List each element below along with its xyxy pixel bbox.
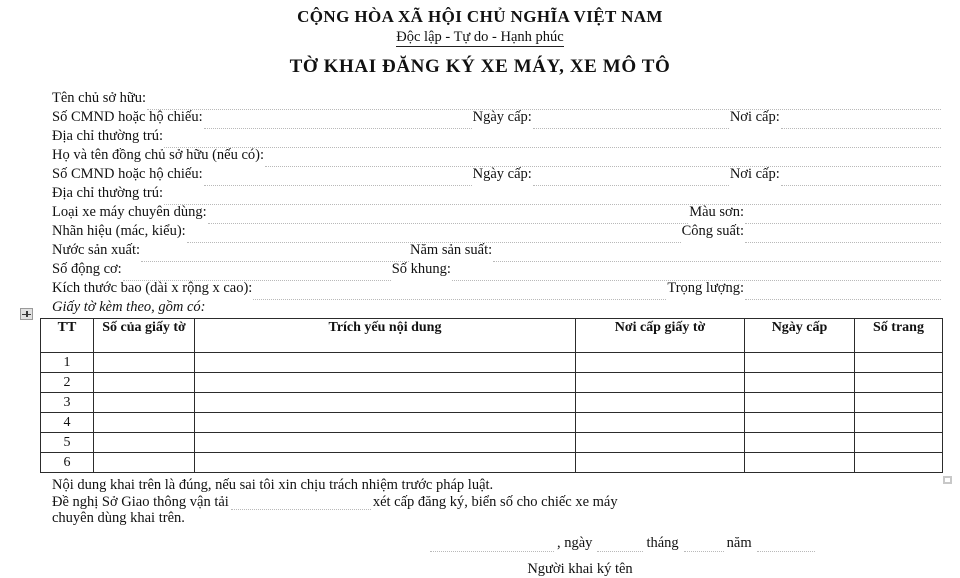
input-power[interactable] xyxy=(745,233,941,243)
cell-so-giay-to[interactable] xyxy=(94,453,195,473)
label-owner-id-place: Nơi cấp: xyxy=(729,109,780,126)
input-owner-id[interactable] xyxy=(204,119,472,129)
cell-noi-cap[interactable] xyxy=(576,433,745,453)
label-co-owner-id-date: Ngày cấp: xyxy=(472,166,532,183)
label-power: Công suất: xyxy=(681,223,744,240)
attachments-caption: Giấy tờ kèm theo, gồm có: xyxy=(52,299,206,316)
field-row-co-owner-address xyxy=(52,186,942,205)
table-header-row xyxy=(41,319,943,353)
form-fields xyxy=(0,91,960,300)
table-row xyxy=(41,433,943,453)
cell-ngay-cap[interactable] xyxy=(745,393,855,413)
field-row-co-owner-id xyxy=(52,167,942,186)
document-header xyxy=(0,0,960,78)
column-header-tt: TT xyxy=(41,319,94,353)
national-motto xyxy=(0,28,960,47)
input-co-owner-id-place[interactable] xyxy=(781,176,941,186)
input-weight[interactable] xyxy=(745,290,941,300)
cell-noi-cap[interactable] xyxy=(576,413,745,433)
table-row xyxy=(41,353,943,373)
cell-ngay-cap[interactable] xyxy=(745,353,855,373)
field-row-owner-address xyxy=(52,129,942,148)
cell-so-giay-to[interactable] xyxy=(94,353,195,373)
column-header-ngay-cap: Ngày cấp xyxy=(745,319,855,353)
table-resize-handle-icon[interactable] xyxy=(943,476,952,484)
cell-noi-cap[interactable] xyxy=(576,393,745,413)
table-row xyxy=(41,393,943,413)
input-owner-id-date[interactable] xyxy=(533,119,729,129)
cell-ngay-cap[interactable] xyxy=(745,413,855,433)
label-brand: Nhãn hiệu (mác, kiểu): xyxy=(52,223,186,240)
document-footer xyxy=(0,477,960,527)
signature-block xyxy=(0,535,960,578)
column-header-noi-cap: Nơi cấp giấy tờ xyxy=(576,319,745,353)
column-header-so-giay-to: Số của giấy tờ xyxy=(94,319,195,353)
label-co-owner-id: Số CMND hoặc hộ chiếu: xyxy=(52,166,203,183)
input-owner-address[interactable] xyxy=(164,138,941,148)
cell-so-giay-to[interactable] xyxy=(94,413,195,433)
label-owner-name: Tên chủ sở hữu: xyxy=(52,90,147,107)
label-date-year: năm xyxy=(726,534,752,551)
signer-role-label: Người khai ký tên xyxy=(527,560,633,577)
input-co-owner-name[interactable] xyxy=(265,157,941,167)
cell-trich-yeu[interactable] xyxy=(195,433,576,453)
cell-tt: 4 xyxy=(41,413,94,433)
attachments-table xyxy=(40,318,943,473)
label-co-owner-name: Họ và tên đồng chủ sở hữu (nếu có): xyxy=(52,147,265,164)
signature-date-line xyxy=(430,535,960,552)
request-suffix: xét cấp đăng ký, biển số cho chiếc xe máy xyxy=(372,493,618,510)
label-co-owner-address: Địa chỉ thường trú: xyxy=(52,185,163,202)
label-chassis-no: Số khung: xyxy=(391,261,451,278)
field-row-brand xyxy=(52,224,942,243)
field-row-vehicle-type xyxy=(52,205,942,224)
label-country: Nước sản xuất: xyxy=(52,242,141,259)
cell-so-trang[interactable] xyxy=(855,453,943,473)
column-header-so-trang: Số trang xyxy=(855,319,943,353)
cell-so-giay-to[interactable] xyxy=(94,433,195,453)
cell-so-trang[interactable] xyxy=(855,353,943,373)
cell-ngay-cap[interactable] xyxy=(745,433,855,453)
label-paint-color: Màu sơn: xyxy=(689,204,744,221)
attachments-table-wrapper xyxy=(0,318,960,473)
label-weight: Trọng lượng: xyxy=(667,280,744,297)
cell-tt: 3 xyxy=(41,393,94,413)
label-year: Năm sản suất: xyxy=(410,242,493,259)
label-dimensions: Kích thước bao (dài x rộng x cao): xyxy=(52,280,253,297)
request-prefix: Đề nghị Sở Giao thông vận tải xyxy=(52,493,229,510)
cell-tt: 5 xyxy=(41,433,94,453)
field-row-dimensions xyxy=(52,281,942,300)
cell-noi-cap[interactable] xyxy=(576,353,745,373)
cell-so-trang[interactable] xyxy=(855,373,943,393)
input-co-owner-id[interactable] xyxy=(204,176,472,186)
input-dimensions[interactable] xyxy=(253,290,666,300)
label-owner-id-date: Ngày cấp: xyxy=(472,109,532,126)
input-sign-year[interactable] xyxy=(757,542,815,552)
cell-trich-yeu[interactable] xyxy=(195,413,576,433)
column-header-trich-yeu: Trích yếu nội dung xyxy=(195,319,576,353)
cell-tt: 1 xyxy=(41,353,94,373)
document-title: TỜ KHAI ĐĂNG KÝ XE MÁY, XE MÔ TÔ xyxy=(289,56,671,78)
input-co-owner-address[interactable] xyxy=(164,195,941,205)
cell-so-giay-to[interactable] xyxy=(94,373,195,393)
table-row xyxy=(41,373,943,393)
cell-trich-yeu[interactable] xyxy=(195,393,576,413)
cell-ngay-cap[interactable] xyxy=(745,453,855,473)
input-owner-id-place[interactable] xyxy=(781,119,941,129)
input-co-owner-id-date[interactable] xyxy=(533,176,729,186)
input-owner-name[interactable] xyxy=(147,100,941,110)
cell-so-trang[interactable] xyxy=(855,413,943,433)
table-row xyxy=(41,413,943,433)
input-sign-day[interactable] xyxy=(597,542,643,552)
cell-noi-cap[interactable] xyxy=(576,453,745,473)
request-line xyxy=(52,494,938,511)
field-row-engine-no xyxy=(52,262,942,281)
cell-trich-yeu[interactable] xyxy=(195,353,576,373)
request-tail: chuyên dùng khai trên. xyxy=(52,510,185,527)
table-move-handle-icon[interactable] xyxy=(20,308,33,320)
cell-tt: 2 xyxy=(41,373,94,393)
declaration-text: Nội dung khai trên là đúng, nếu sai tôi xin chịu trách nhiệm trước pháp luật. xyxy=(52,477,494,494)
cell-ngay-cap[interactable] xyxy=(745,373,855,393)
label-owner-address: Địa chỉ thường trú: xyxy=(52,128,163,145)
national-motto-text: Độc lập - Tự do - Hạnh phúc xyxy=(396,29,564,46)
cell-tt: 6 xyxy=(41,453,94,473)
cell-trich-yeu[interactable] xyxy=(195,373,576,393)
label-vehicle-type: Loại xe máy chuyên dùng: xyxy=(52,204,207,221)
label-date-month: tháng xyxy=(646,534,679,551)
nation-title: CỘNG HÒA XÃ HỘI CHỦ NGHĨA VIỆT NAM xyxy=(297,7,663,26)
input-sign-place[interactable] xyxy=(430,542,554,552)
field-row-country xyxy=(52,243,942,262)
input-sign-month[interactable] xyxy=(684,542,724,552)
input-vehicle-type[interactable] xyxy=(208,214,689,224)
field-row-co-owner-name xyxy=(52,148,942,167)
cell-so-trang[interactable] xyxy=(855,393,943,413)
label-owner-id: Số CMND hoặc hộ chiếu: xyxy=(52,109,203,126)
cell-noi-cap[interactable] xyxy=(576,373,745,393)
field-row-owner-name xyxy=(52,91,942,110)
table-row xyxy=(41,453,943,473)
label-engine-no: Số động cơ: xyxy=(52,261,122,278)
input-transport-department[interactable] xyxy=(231,500,371,510)
input-paint-color[interactable] xyxy=(745,214,941,224)
input-year[interactable] xyxy=(493,252,941,262)
label-date-day: , ngày xyxy=(557,534,593,551)
cell-so-giay-to[interactable] xyxy=(94,393,195,413)
cell-so-trang[interactable] xyxy=(855,433,943,453)
field-row-owner-id xyxy=(52,110,942,129)
input-country[interactable] xyxy=(141,252,409,262)
cell-trich-yeu[interactable] xyxy=(195,453,576,473)
label-co-owner-id-place: Nơi cấp: xyxy=(729,166,780,183)
